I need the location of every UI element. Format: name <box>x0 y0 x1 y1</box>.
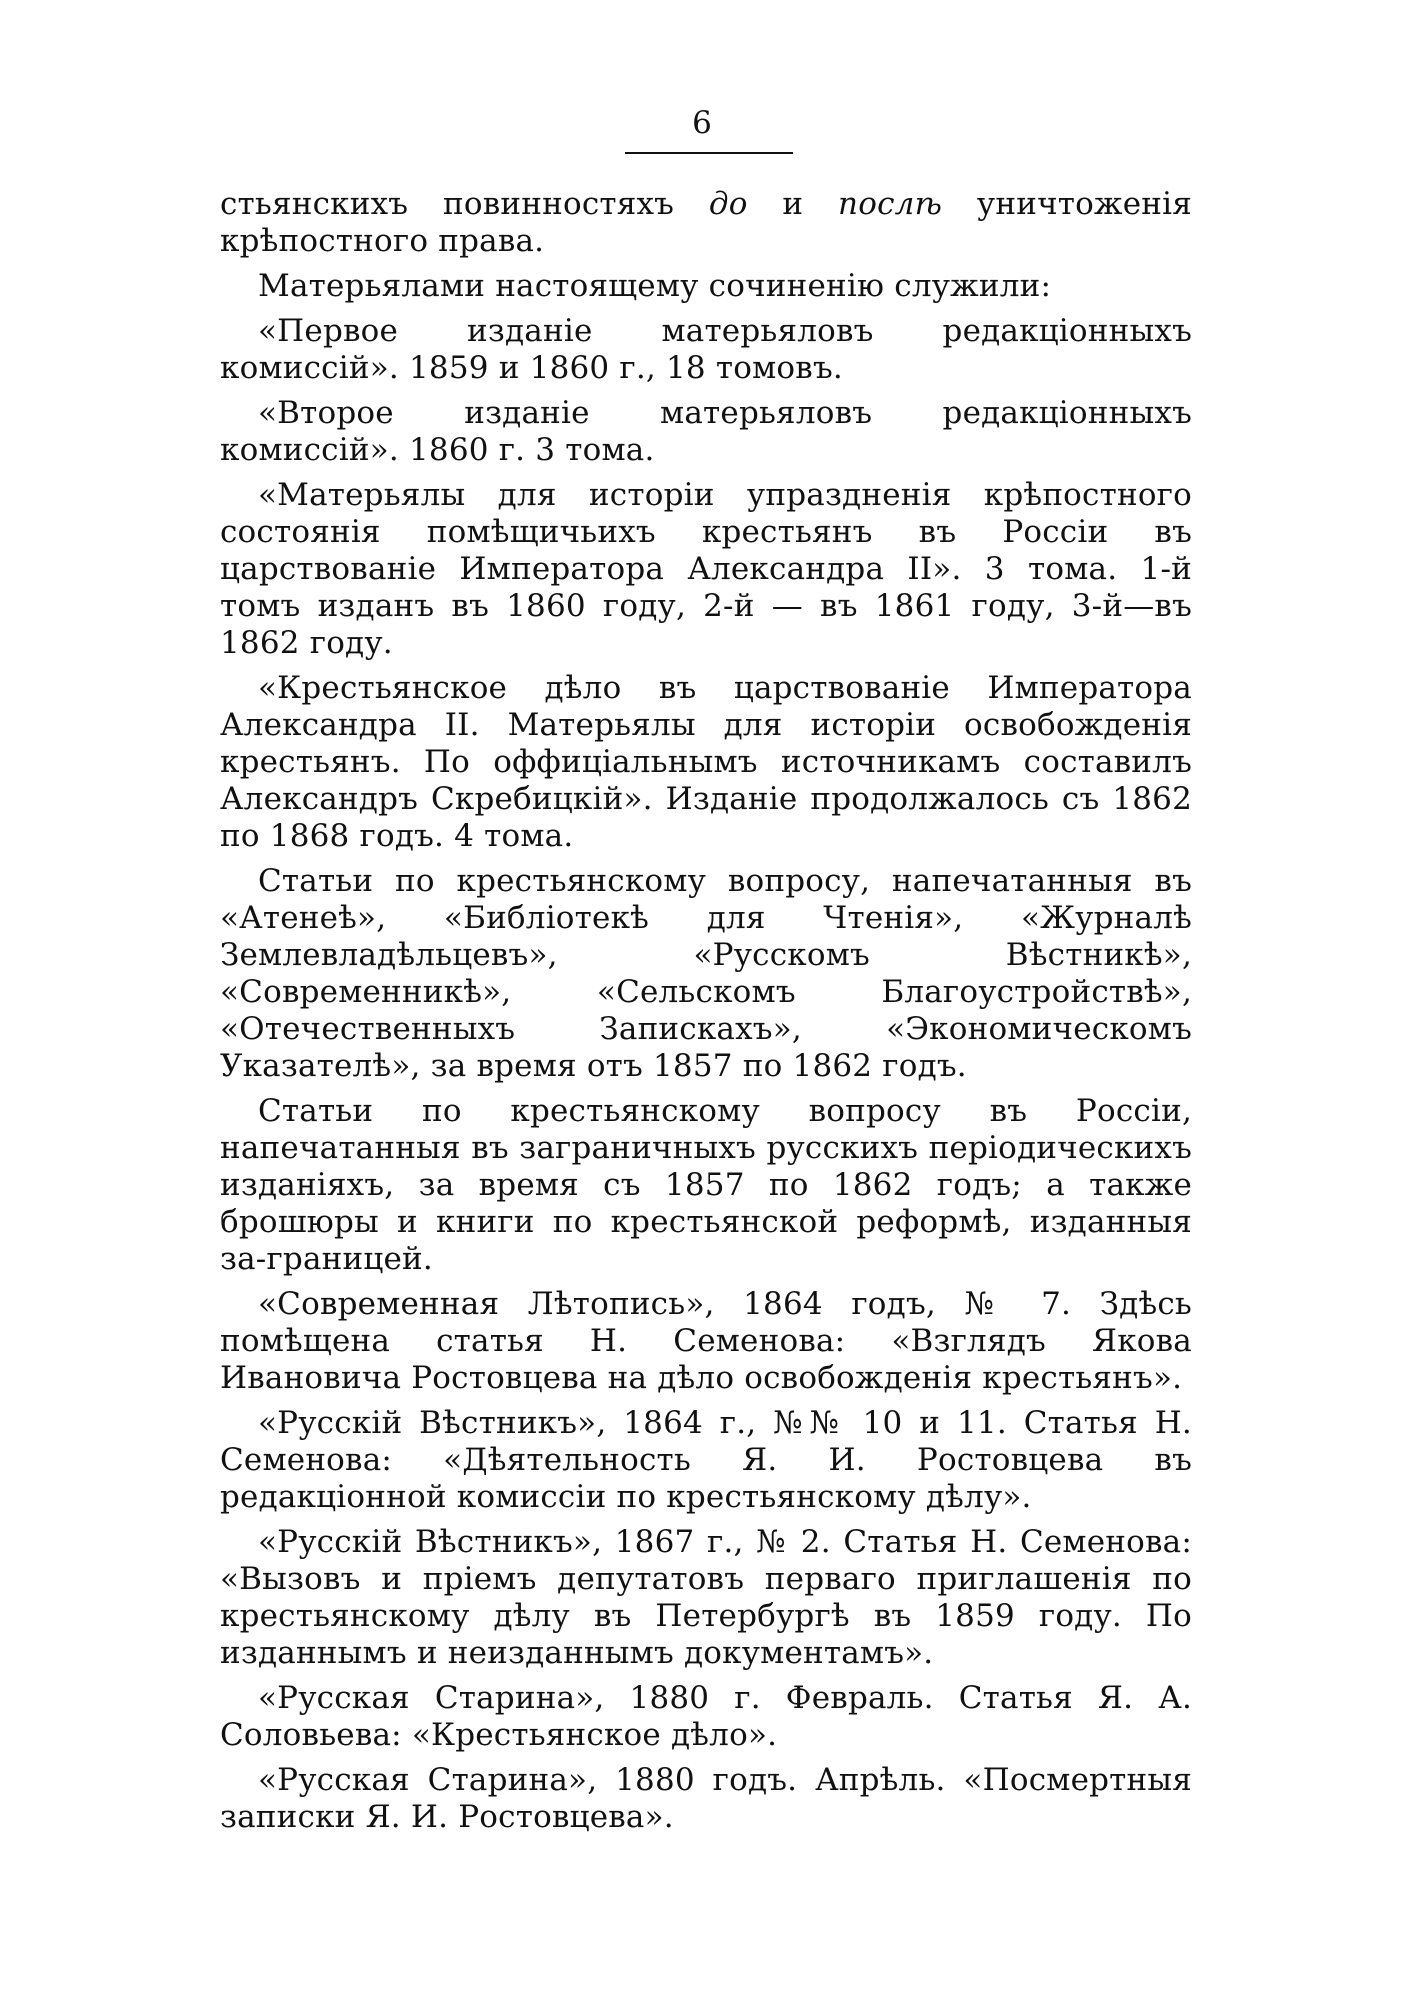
paragraph-source-sovremennaya-letopis: «Современная Лѣтопись», 1864 годъ, № 7. Здѣсь помѣщена статья Н. Семенова: «Взглядъ Якова Ивановича Ростовцева на дѣло освобожденія крестьянъ». <box>220 1286 1192 1396</box>
paragraph-source-russkaya-starina-apr: «Русская Старина», 1880 годъ. Апрѣль. «Посмертныя записки Я. И. Ростовцева». <box>220 1762 1192 1835</box>
paragraph-source-peasant-affair: «Крестьянское дѣло въ царствованіе Императора Александра II. Матерьялы для исторіи освобожденія крестьянъ. По оффиціальнымъ источникамъ составилъ Александръ Скребицкій». Изданіе продолжалось съ 1862 по 1868 годъ. 4 тома. <box>220 670 1192 854</box>
paragraph-sources-intro: Матерьялами настоящему сочиненію служили: <box>258 268 1052 304</box>
paragraph-source-russkaya-starina-feb: «Русская Старина», 1880 г. Февраль. Статья Я. А. Соловьева: «Крестьянское дѣло». <box>220 1680 1192 1753</box>
paragraph-source-first-edition: «Первое изданіе матерьяловъ редакціонныхъ комиссій». 1859 и 1860 г., 18 томовъ. <box>220 313 1192 386</box>
paragraph-source-materials-history: «Матерьялы для исторіи упраздненія крѣпостного состоянія помѣщичьихъ крестьянъ въ Россіи въ царствованіе Императора Александра II». 3 тома. 1-й томъ изданъ въ 1860 году, 2-й — въ 1861 году, 3-й—въ 1862 году. <box>220 477 1192 661</box>
paragraph-source-second-edition: «Второе изданіе матерьяловъ редакціонныхъ комиссій». 1860 г. 3 тома. <box>220 395 1192 468</box>
text-body <box>220 186 1192 1844</box>
paragraph-source-russkiy-vestnik-1867: «Русскій Вѣстникъ», 1867 г., № 2. Статья Н. Семенова: «Вызовъ и пріемъ депутатовъ перваго приглашенія по крестьянскому дѣлу въ Петербургѣ въ 1859 году. По изданнымъ и неизданнымъ документамъ». <box>220 1524 1192 1671</box>
page-number: 6 <box>692 105 712 141</box>
page-number-rule <box>625 152 793 154</box>
paragraph-continuation: стьянскихъ повинностяхъ до и послѣ уничтоженія крѣпостного права. <box>220 186 1192 259</box>
paragraph-source-russkiy-vestnik-1864: «Русскій Вѣстникъ», 1864 г., №№ 10 и 11. Статья Н. Семенова: «Дѣятельность Я. И. Ростовцева въ редакціонной комиссіи по крестьянскому дѣлу». <box>220 1405 1192 1515</box>
paragraph-source-articles-journals: Статьи по крестьянскому вопросу, напечатанныя въ «Атенеѣ», «Библіотекѣ для Чтенія», «Журналѣ Землевладѣльцевъ», «Русскомъ Вѣстникѣ», «Современникѣ», «Сельскомъ Благоустройствѣ», «Отечественныхъ Запискахъ», «Экономическомъ Указателѣ», за время отъ 1857 по 1862 годъ. <box>220 863 1192 1084</box>
paragraph-source-foreign-articles: Статьи по крестьянскому вопросу въ Россіи, напечатанныя въ заграничныхъ русскихъ періодическихъ изданіяхъ, за время съ 1857 по 1862 годъ; а также брошюры и книги по крестьянской реформѣ, изданныя за-границей. <box>220 1093 1192 1277</box>
